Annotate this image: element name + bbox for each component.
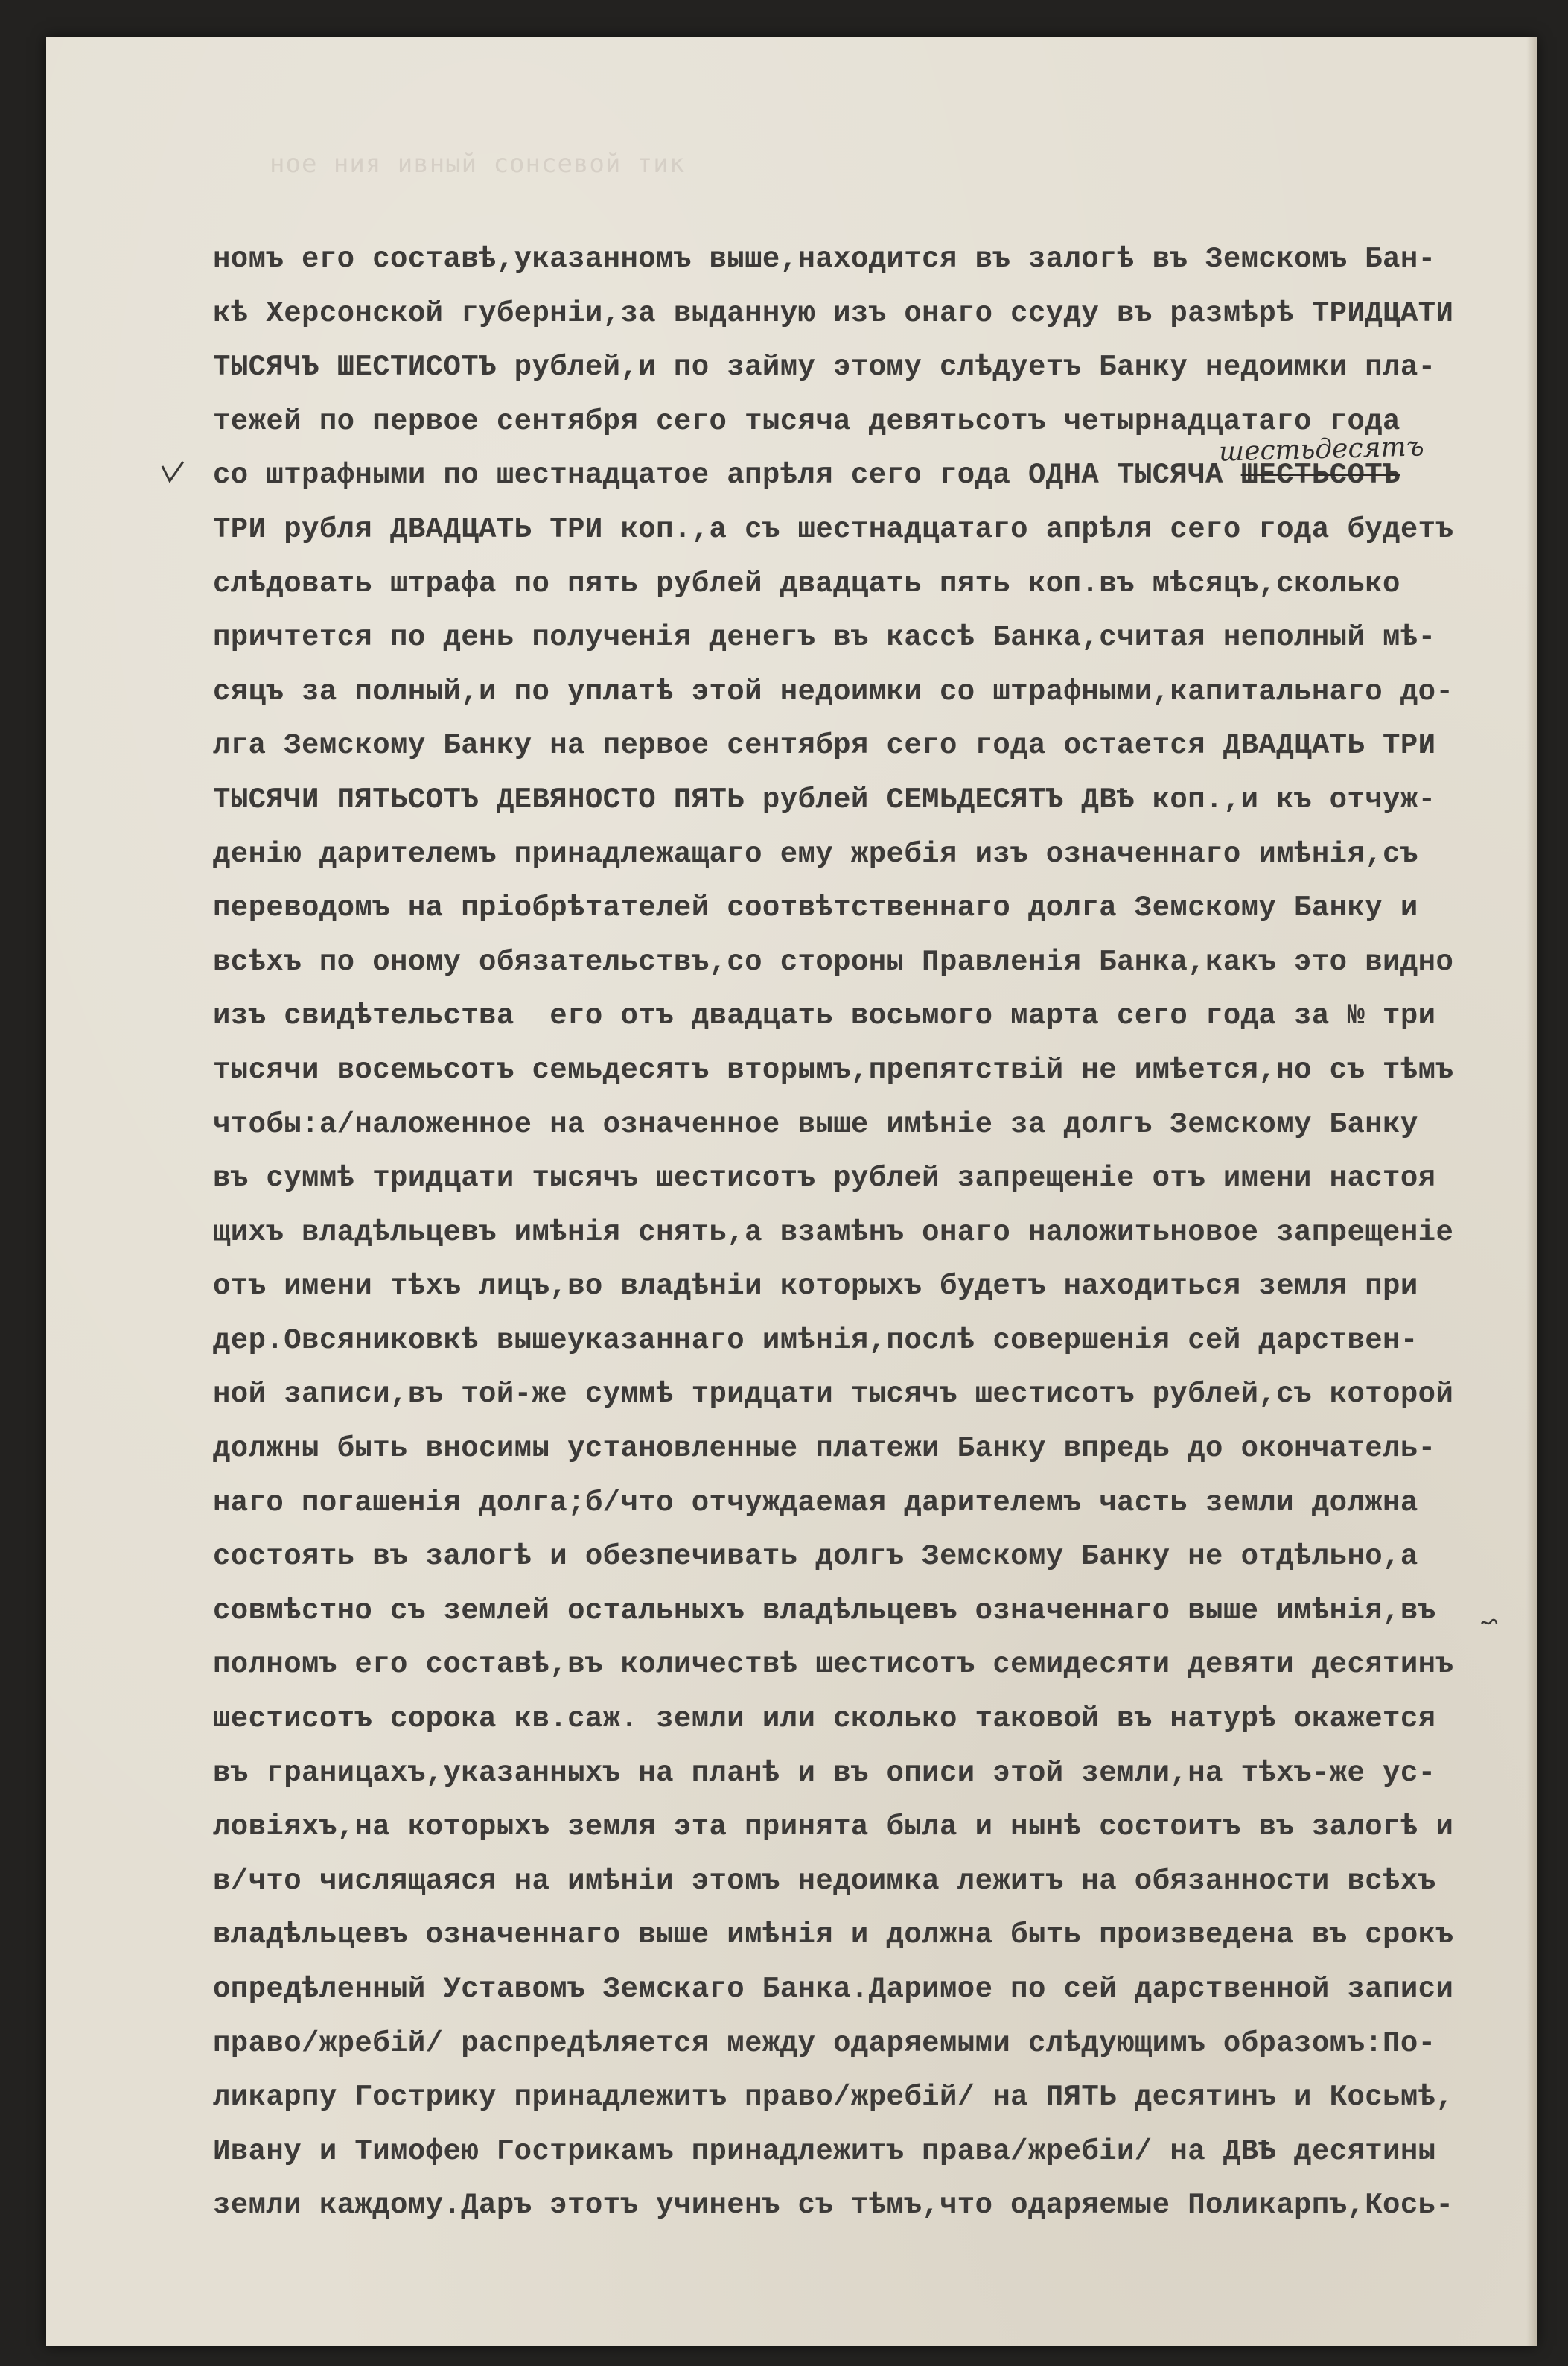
text-line: ликарпу Гострику принадлежитъ право/жребій/ на ПЯТЬ десятинъ и Косьмѣ,	[213, 2081, 1454, 2114]
document-page	[46, 37, 1537, 2346]
text-line: чтобы:а/наложенное на означенное выше имѣніе за долгъ Земскому Банку	[213, 1107, 1418, 1141]
text-line: слѣдовать штрафа по пять рублей двадцать пять коп.въ мѣсяцъ,сколько	[213, 567, 1400, 600]
text-line: въ границахъ,указанныхъ на планѣ и въ описи этой земли,на тѣхъ-же ус-	[213, 1756, 1436, 1790]
text-line: тысячи восемьсотъ семьдесятъ вторымъ,препятствій не имѣется,но съ тѣмъ	[213, 1053, 1454, 1087]
text-line: изъ свидѣтельства его отъ двадцать восьмого марта сего года за № три	[213, 999, 1436, 1033]
text-line: лга Земскому Банку на первое сентября сего года остается ДВАДЦАТЬ ТРИ	[213, 729, 1436, 763]
text-line: должны быть вносимы установленные платежи Банку впредь до окончатель-	[213, 1432, 1436, 1466]
text-line: сяцъ за полный,и по уплатѣ этой недоимки со штрафными,капитальнаго до-	[213, 675, 1454, 708]
text-line: причтется по день полученія денегъ въ кассѣ Банка,считая неполный мѣ-	[213, 621, 1436, 655]
text-line: шестисотъ сорока кв.саж. земли или сколько таковой въ натурѣ окажется	[213, 1702, 1436, 1736]
text-line: тежей по первое сентября сего тысяча девятьсотъ четырнадцатаго года	[213, 404, 1400, 438]
text-line: опредѣленный Уставомъ Земскаго Банка.Даримое по сей дарственной записи	[213, 1973, 1454, 2006]
handwritten-insertion: шестьдесятъ	[1218, 431, 1425, 468]
check-mark-icon	[158, 459, 188, 489]
text-line: состоять въ залогѣ и обезпечивать долгъ Земскому Банку не отдѣльно,а	[213, 1540, 1418, 1574]
text-line: полномъ его составѣ,въ количествѣ шестисотъ семидесяти девяти десятинъ	[213, 1648, 1454, 1682]
text-line: право/жребій/ распредѣляется между одаряемыми слѣдующимъ образомъ:По-	[213, 2026, 1436, 2060]
text-line: со штрафными по шестнадцатое апрѣля сего года ОДНА ТЫСЯЧА ШЕСТЬСОТЪ	[213, 459, 1400, 492]
text-line: всѣхъ по оному обязательствъ,со стороны Правленія Банка,какъ это видно	[213, 945, 1454, 979]
typewritten-body	[213, 232, 1508, 2233]
text-line: кѣ Херсонской губерніи,за выданную изъ онаго ссуду въ размѣрѣ ТРИДЦАТИ	[213, 296, 1454, 330]
text-line: владѣльцевъ означеннаго выше имѣнія и должна быть произведена въ срокъ	[213, 1918, 1454, 1952]
bleed-through-text: ное ния ивный сонсевой тик	[270, 149, 686, 179]
text-line: дер.Овсяниковкѣ вышеуказаннаго имѣнія,послѣ совершенія сей дарствен-	[213, 1323, 1418, 1357]
text-line: в/что числящаяся на имѣніи этомъ недоимка лежитъ на обязанности всѣхъ	[213, 1864, 1436, 1898]
text-line: ТЫСЯЧИ ПЯТЬСОТЪ ДЕВЯНОСТО ПЯТЬ рублей СЕМЬДЕСЯТЪ ДВѢ коп.,и къ отчуж-	[213, 783, 1436, 816]
text-line: ТРИ рубля ДВАДЦАТЬ ТРИ коп.,а съ шестнадцатаго апрѣля сего года будетъ	[213, 512, 1454, 546]
text-line: земли каждому.Даръ этотъ учиненъ съ тѣмъ,что одаряемые Поликарпъ,Кось-	[213, 2189, 1454, 2222]
text-line: щихъ владѣльцевъ имѣнія снять,а взамѣнъ онаго наложитьновое запрещеніе	[213, 1215, 1454, 1249]
text-line: ТЫСЯЧЪ ШЕСТИСОТЪ рублей,и по займу этому слѣдуетъ Банку недоимки пла-	[213, 351, 1436, 384]
text-line: отъ имени тѣхъ лицъ,во владѣніи которыхъ будетъ находиться земля при	[213, 1270, 1418, 1303]
text-line: ной записи,въ той-же суммѣ тридцати тысячъ шестисотъ рублей,съ которой	[213, 1378, 1454, 1411]
paper-edge-shadow	[1526, 37, 1537, 2346]
struck-word: ШЕСТЬСОТЪ	[1240, 459, 1400, 492]
text-line: Ивану и Тимофею Гострикамъ принадлежитъ права/жребіи/ на ДВѢ десятины	[213, 2134, 1436, 2168]
text-line: наго погашенія долга;б/что отчуждаемая дарителемъ часть земли должна	[213, 1486, 1418, 1519]
text-line: номъ его составѣ,указанномъ выше,находится въ залогѣ въ Земскомъ Бан-	[213, 243, 1436, 276]
text-line: переводомъ на пріобрѣтателей соотвѣтственнаго долга Земскому Банку и	[213, 891, 1418, 925]
text-line: въ суммѣ тридцати тысячъ шестисотъ рублей запрещеніе отъ имени настоя	[213, 1162, 1436, 1195]
text-line: совмѣстно съ землей остальныхъ владѣльцевъ означеннаго выше имѣнія,въ	[213, 1594, 1436, 1627]
text-line: денію дарителемъ принадлежащаго ему жребія изъ означеннаго имѣнія,съ	[213, 837, 1418, 871]
text-line: ловіяхъ,на которыхъ земля эта принята была и нынѣ состоитъ въ залогѣ и	[213, 1810, 1454, 1844]
